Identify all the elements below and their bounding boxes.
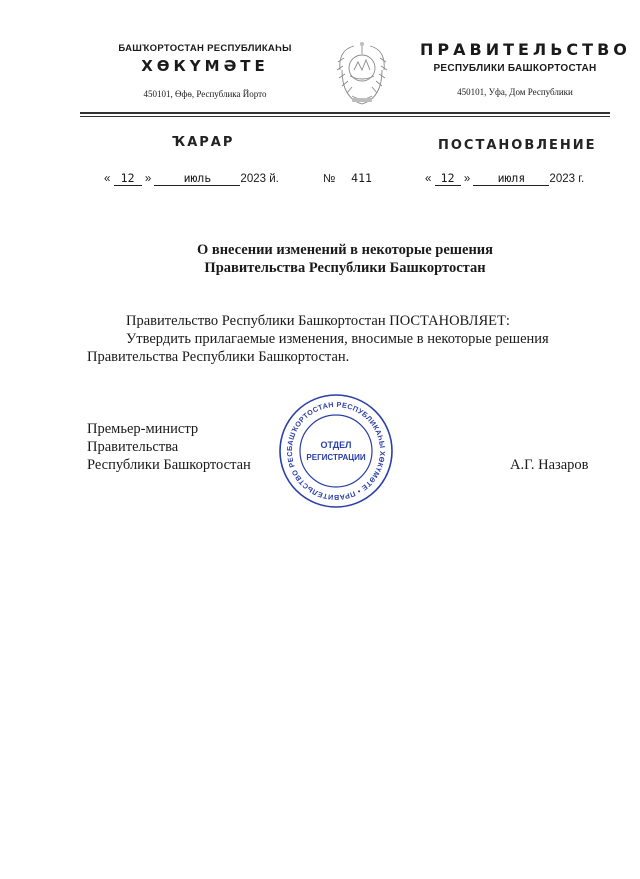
- date-bashkir: [104, 171, 279, 186]
- header-rule-thin: [80, 116, 610, 117]
- stamp-center-line2: РЕГИСТРАЦИИ: [306, 453, 366, 462]
- title-line2: Правительства Республики Башкортостан: [204, 260, 486, 276]
- doc-number: [323, 171, 385, 185]
- stamp-ring-text: БАШҠОРТОСТАН РЕСПУБЛИКАҺЫ ХӨКҮМӘТЕ • ПРАВИТЕЛЬСТВО РЕС: [284, 399, 388, 503]
- document-title: [80, 241, 610, 277]
- org-name-bashkir-line2: ХӨКҮМӘТЕ: [141, 57, 269, 75]
- position-line2: Правительства: [87, 439, 179, 455]
- date-day: 12: [435, 171, 461, 186]
- signature-position: [87, 420, 251, 474]
- number-label: №: [323, 173, 336, 185]
- date-open-quote: «: [425, 173, 432, 185]
- date-year-suffix: й.: [269, 173, 279, 185]
- date-day: 12: [114, 171, 142, 186]
- org-name-russian-line2: РЕСПУБЛИКИ БАШКОРТОСТАН: [433, 63, 597, 74]
- title-line1: О внесении изменений в некоторые решения: [196, 242, 494, 258]
- date-year-suffix: г.: [578, 173, 585, 185]
- doc-type-russian: ПОСТАНОВЛЕНИЕ: [438, 138, 597, 153]
- date-open-quote: «: [104, 173, 111, 185]
- date-month: июль: [154, 171, 240, 186]
- signatory-name: А.Г. Назаров: [510, 457, 589, 473]
- body-para2-line2: Правительства Республики Башкортостан.: [87, 349, 350, 365]
- doc-type-bashkir: ҠАРАР: [172, 135, 235, 150]
- date-month: июля: [473, 171, 549, 186]
- address-bashkir: 450101, Өфө, Республика Йорто: [143, 89, 267, 99]
- header-right: [420, 40, 631, 97]
- body-para2-line1: Утвердить прилагаемые изменения, вносимые в некоторые решения: [126, 331, 549, 347]
- date-year: 2023: [549, 173, 576, 185]
- number-value: 411: [351, 171, 372, 185]
- date-year: 2023: [240, 173, 267, 185]
- position-line3: Республики Башкортостан: [87, 457, 251, 473]
- header-rule-thick: [80, 112, 610, 114]
- org-name-russian-line1: ПРАВИТЕЛЬСТВО: [420, 40, 631, 59]
- stamp-outer-ring: [280, 395, 392, 507]
- stamp-inner-ring: [300, 415, 372, 487]
- position-line1: Премьер-министр: [87, 421, 199, 437]
- stamp-center-line1: ОТДЕЛ: [320, 440, 352, 450]
- date-close-quote: »: [144, 173, 152, 185]
- registration-stamp: [278, 393, 394, 509]
- date-close-quote: »: [463, 173, 471, 185]
- body-para1: Правительство Республики Башкортостан ПОСТАНОВЛЯЕТ:: [126, 313, 510, 329]
- org-name-bashkir-line1: БАШҠОРТОСТАН РЕСПУБЛИКАҺЫ: [118, 43, 292, 54]
- coat-of-arms-icon: [332, 40, 392, 110]
- date-russian: [425, 171, 584, 186]
- header-left: [85, 43, 325, 99]
- address-russian: 450101, Уфа, Дом Республики: [457, 87, 573, 97]
